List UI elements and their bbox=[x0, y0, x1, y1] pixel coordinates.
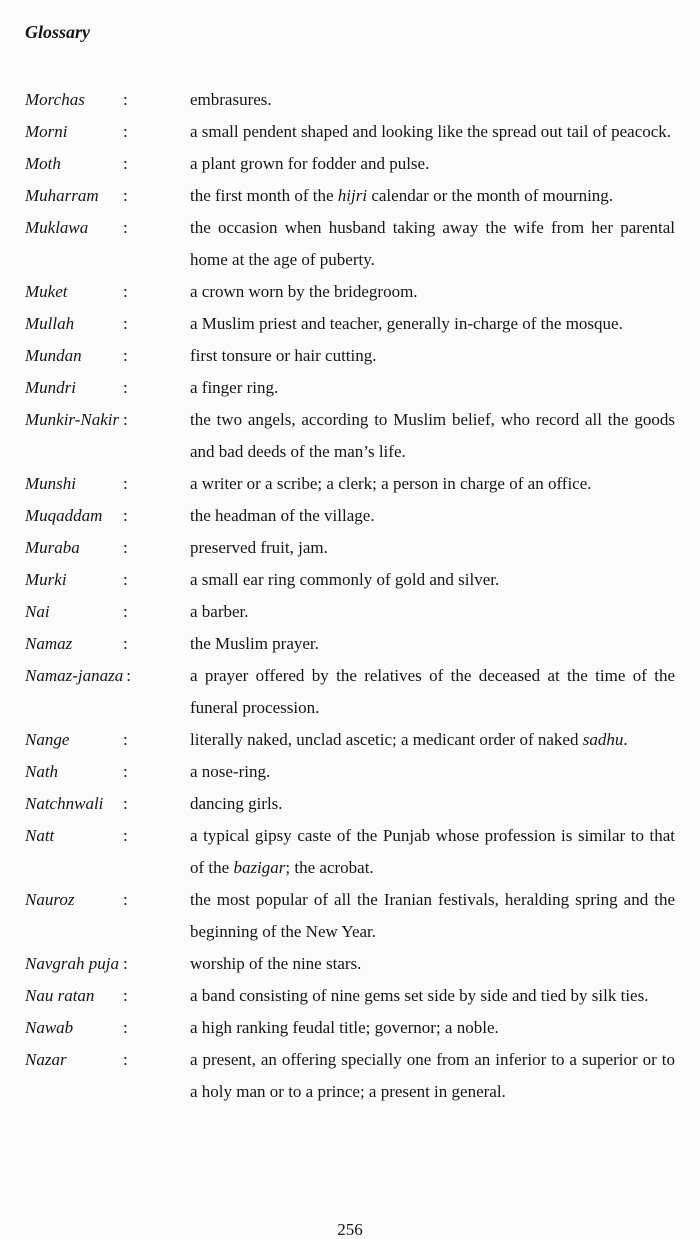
glossary-term: Moth bbox=[25, 154, 61, 173]
definition-text-segment: the occasion when husband taking away the wife from her parental home at the age of puberty. bbox=[190, 218, 675, 269]
glossary-separator: : bbox=[123, 570, 128, 589]
glossary-entry bbox=[25, 756, 675, 788]
glossary-separator: : bbox=[123, 506, 128, 525]
glossary-definition bbox=[190, 308, 675, 340]
glossary-entry bbox=[25, 884, 675, 948]
glossary-separator: : bbox=[123, 1050, 128, 1069]
glossary-term-cell bbox=[25, 116, 190, 148]
definition-text-segment: dancing girls. bbox=[190, 794, 283, 813]
glossary-entry bbox=[25, 660, 675, 724]
glossary-term-cell bbox=[25, 596, 190, 628]
glossary-term: Munkir-Nakir bbox=[25, 410, 120, 429]
glossary-definition bbox=[190, 148, 675, 180]
glossary-definition bbox=[190, 628, 675, 660]
definition-text-segment: the two angels, according to Muslim belief, who record all the goods and bad deeds of the man’s life. bbox=[190, 410, 675, 461]
definition-text-segment: the most popular of all the Iranian festivals, heralding spring and the beginning of the New Year. bbox=[190, 890, 675, 941]
glossary-definition bbox=[190, 468, 675, 500]
glossary-term: Nai bbox=[25, 602, 50, 621]
glossary-term: Namaz-janaza bbox=[25, 666, 124, 685]
glossary-definition bbox=[190, 532, 675, 564]
glossary-separator: : bbox=[123, 730, 128, 749]
glossary-separator: : bbox=[123, 474, 128, 493]
definition-text-segment: a Muslim priest and teacher, generally in-charge of the mosque. bbox=[190, 314, 623, 333]
definition-italic-segment: hijri bbox=[337, 186, 368, 205]
definition-text-segment: ; the acrobat. bbox=[285, 858, 374, 877]
glossary-term: Murki bbox=[25, 570, 67, 589]
glossary-definition bbox=[190, 372, 675, 404]
glossary-separator: : bbox=[123, 346, 128, 365]
glossary-definition bbox=[190, 84, 675, 116]
glossary-definition bbox=[190, 884, 675, 948]
definition-text-segment: calendar or the month of mourning. bbox=[367, 186, 614, 205]
glossary-list bbox=[25, 84, 675, 1108]
glossary-term-cell bbox=[25, 212, 190, 244]
glossary-term: Muket bbox=[25, 282, 68, 301]
glossary-term-cell bbox=[25, 820, 190, 852]
glossary-term: Munshi bbox=[25, 474, 76, 493]
glossary-entry bbox=[25, 724, 675, 756]
glossary-definition bbox=[190, 724, 675, 756]
glossary-definition bbox=[190, 596, 675, 628]
definition-text-segment: a crown worn by the bridegroom. bbox=[190, 282, 418, 301]
definition-text-segment: a band consisting of nine gems set side by side and tied by silk ties. bbox=[190, 986, 649, 1005]
glossary-entry bbox=[25, 212, 675, 276]
glossary-term: Morchas bbox=[25, 90, 85, 109]
glossary-separator: : bbox=[123, 538, 128, 557]
glossary-term-cell bbox=[25, 788, 190, 820]
glossary-term: Muraba bbox=[25, 538, 80, 557]
glossary-separator: : bbox=[123, 986, 128, 1005]
definition-text-segment: literally naked, unclad ascetic; a medicant order of naked bbox=[190, 730, 583, 749]
page-number: 256 bbox=[337, 1220, 363, 1239]
glossary-definition bbox=[190, 180, 675, 212]
glossary-term: Navgrah puja bbox=[25, 954, 119, 973]
glossary-entry bbox=[25, 532, 675, 564]
glossary-term-cell bbox=[25, 980, 190, 1012]
definition-text-segment: the headman of the village. bbox=[190, 506, 375, 525]
glossary-separator: : bbox=[123, 282, 128, 301]
definition-text-segment: a finger ring. bbox=[190, 378, 279, 397]
glossary-term-cell bbox=[25, 948, 190, 980]
glossary-separator: : bbox=[123, 602, 128, 621]
glossary-separator: : bbox=[123, 954, 128, 973]
glossary-term-cell bbox=[25, 308, 190, 340]
definition-text-segment: a small ear ring commonly of gold and silver. bbox=[190, 570, 500, 589]
glossary-definition bbox=[190, 500, 675, 532]
definition-italic-segment: sadhu bbox=[582, 730, 624, 749]
glossary-term-cell bbox=[25, 468, 190, 500]
glossary-term-cell bbox=[25, 756, 190, 788]
definition-text-segment: the Muslim prayer. bbox=[190, 634, 319, 653]
glossary-definition bbox=[190, 116, 675, 148]
glossary-entry bbox=[25, 116, 675, 148]
glossary-entry bbox=[25, 500, 675, 532]
glossary-entry bbox=[25, 1044, 675, 1108]
glossary-term: Nau ratan bbox=[25, 986, 95, 1005]
glossary-entry bbox=[25, 84, 675, 116]
glossary-definition bbox=[190, 1012, 675, 1044]
glossary-separator: : bbox=[123, 1018, 128, 1037]
glossary-entry bbox=[25, 1012, 675, 1044]
definition-text-segment: a small pendent shaped and looking like the spread out tail of peacock. bbox=[190, 122, 672, 141]
definition-text-segment: first tonsure or hair cutting. bbox=[190, 346, 377, 365]
glossary-entry bbox=[25, 980, 675, 1012]
definition-text-segment: a typical gipsy caste of the Punjab whose profession is similar to that of the bbox=[190, 826, 675, 877]
glossary-definition bbox=[190, 820, 675, 884]
glossary-term: Natt bbox=[25, 826, 55, 845]
glossary-entry bbox=[25, 628, 675, 660]
definition-text-segment: a nose-ring. bbox=[190, 762, 271, 781]
glossary-separator: : bbox=[123, 186, 128, 205]
glossary-term: Nange bbox=[25, 730, 70, 749]
definition-text-segment: a plant grown for fodder and pulse. bbox=[190, 154, 430, 173]
glossary-term-cell bbox=[25, 1044, 190, 1076]
glossary-term-cell bbox=[25, 564, 190, 596]
glossary-entry bbox=[25, 596, 675, 628]
glossary-definition bbox=[190, 212, 675, 276]
glossary-separator: : bbox=[123, 410, 128, 429]
definition-text-segment: a present, an offering specially one from an inferior to a superior or to a holy man or to a prince; a present in general. bbox=[190, 1050, 675, 1101]
glossary-entry bbox=[25, 372, 675, 404]
definition-italic-segment: bazigar bbox=[233, 858, 286, 877]
glossary-entry bbox=[25, 340, 675, 372]
glossary-term: Nath bbox=[25, 762, 59, 781]
glossary-term-cell bbox=[25, 148, 190, 180]
glossary-separator: : bbox=[123, 794, 128, 813]
glossary-term: Nazar bbox=[25, 1050, 67, 1069]
definition-text-segment: worship of the nine stars. bbox=[190, 954, 362, 973]
glossary-definition bbox=[190, 340, 675, 372]
glossary-separator: : bbox=[123, 378, 128, 397]
glossary-term-cell bbox=[25, 532, 190, 564]
glossary-entry bbox=[25, 820, 675, 884]
glossary-definition bbox=[190, 756, 675, 788]
glossary-separator: : bbox=[123, 122, 128, 141]
glossary-separator: : bbox=[123, 90, 128, 109]
definition-text-segment: a writer or a scribe; a clerk; a person in charge of an office. bbox=[190, 474, 592, 493]
glossary-term: Muharram bbox=[25, 186, 99, 205]
glossary-entry bbox=[25, 276, 675, 308]
definition-text-segment: preserved fruit, jam. bbox=[190, 538, 328, 557]
glossary-term-cell bbox=[25, 404, 190, 436]
glossary-entry bbox=[25, 948, 675, 980]
glossary-term-cell bbox=[25, 884, 190, 916]
glossary-term-cell bbox=[25, 1012, 190, 1044]
glossary-term-cell bbox=[25, 500, 190, 532]
glossary-term: Muqaddam bbox=[25, 506, 103, 525]
glossary-separator: : bbox=[123, 826, 128, 845]
glossary-definition bbox=[190, 276, 675, 308]
glossary-term-cell bbox=[25, 660, 190, 692]
glossary-term: Muklawa bbox=[25, 218, 89, 237]
glossary-separator: : bbox=[123, 890, 128, 909]
glossary-definition bbox=[190, 660, 675, 724]
glossary-term-cell bbox=[25, 372, 190, 404]
glossary-definition bbox=[190, 948, 675, 980]
glossary-separator: : bbox=[123, 154, 128, 173]
definition-text-segment: embrasures. bbox=[190, 90, 272, 109]
glossary-term-cell bbox=[25, 180, 190, 212]
definition-text-segment: a barber. bbox=[190, 602, 249, 621]
definition-text-segment: a high ranking feudal title; governor; a noble. bbox=[190, 1018, 499, 1037]
glossary-definition bbox=[190, 1044, 675, 1108]
definition-text-segment: the first month of the bbox=[190, 186, 338, 205]
glossary-term: Mundan bbox=[25, 346, 82, 365]
glossary-term: Nauroz bbox=[25, 890, 75, 909]
glossary-term-cell bbox=[25, 276, 190, 308]
definition-text-segment: a prayer offered by the relatives of the deceased at the time of the funeral procession. bbox=[190, 666, 675, 717]
glossary-separator: : bbox=[123, 762, 128, 781]
glossary-term: Nawab bbox=[25, 1018, 74, 1037]
glossary-entry bbox=[25, 788, 675, 820]
glossary-term-cell bbox=[25, 628, 190, 660]
glossary-term-cell bbox=[25, 340, 190, 372]
glossary-separator: : bbox=[126, 666, 131, 685]
glossary-definition bbox=[190, 980, 675, 1012]
glossary-entry bbox=[25, 404, 675, 468]
glossary-entry bbox=[25, 180, 675, 212]
glossary-entry bbox=[25, 308, 675, 340]
glossary-term: Natchnwali bbox=[25, 794, 104, 813]
definition-text-segment: . bbox=[623, 730, 628, 749]
glossary-term: Namaz bbox=[25, 634, 73, 653]
glossary-term: Morni bbox=[25, 122, 68, 141]
glossary-definition bbox=[190, 564, 675, 596]
glossary-entry bbox=[25, 564, 675, 596]
page-title: Glossary bbox=[25, 22, 91, 42]
glossary-term: Mundri bbox=[25, 378, 76, 397]
glossary-term-cell bbox=[25, 724, 190, 756]
glossary-term: Mullah bbox=[25, 314, 75, 333]
glossary-entry bbox=[25, 148, 675, 180]
glossary-entry bbox=[25, 468, 675, 500]
glossary-definition bbox=[190, 788, 675, 820]
glossary-separator: : bbox=[123, 314, 128, 333]
glossary-definition bbox=[190, 404, 675, 468]
glossary-term-cell bbox=[25, 84, 190, 116]
glossary-separator: : bbox=[123, 634, 128, 653]
glossary-separator: : bbox=[123, 218, 128, 237]
